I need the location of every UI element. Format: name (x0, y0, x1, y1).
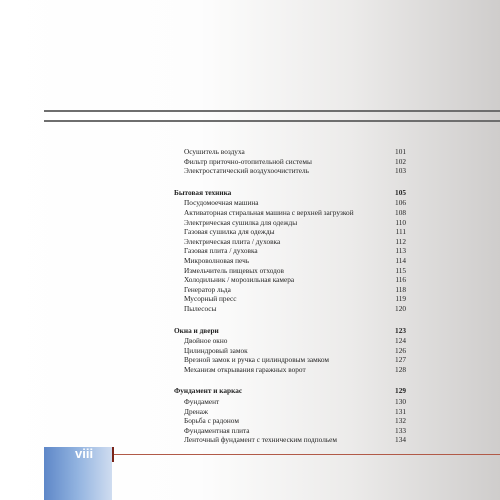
toc-entry[interactable] (174, 346, 406, 356)
toc-entry-page: 106 (395, 198, 406, 208)
toc-entry[interactable] (174, 237, 406, 247)
toc-entry[interactable] (174, 227, 406, 237)
toc-heading-title: Окна и двери (174, 325, 219, 335)
toc-entry[interactable] (174, 275, 406, 285)
toc-entry-title: Измельчитель пищевых отходов (184, 265, 284, 275)
toc-entry-page: 124 (395, 336, 406, 346)
toc-entry[interactable] (174, 435, 406, 445)
toc-entry[interactable] (174, 397, 406, 407)
toc-entry-title: Посудомоечная машина (184, 198, 259, 208)
footer-rule (114, 454, 500, 455)
toc-entry-title: Борьба с радоном (184, 416, 239, 426)
toc-entry-page: 108 (395, 207, 406, 217)
toc-entry-page: 119 (395, 294, 406, 304)
toc-entry-title: Холодильник / морозильная камера (184, 275, 295, 285)
toc-entry-page: 114 (395, 255, 406, 265)
toc-entry-page: 101 (395, 147, 406, 156)
toc-group-foundation (174, 386, 406, 445)
toc-entry-title: Осушитель воздуха (184, 147, 245, 156)
toc-entry-page: 102 (395, 156, 406, 166)
toc-entry-title: Дренаж (184, 406, 209, 416)
toc-entry-page: 115 (395, 265, 406, 275)
toc-entry-page: 111 (395, 227, 406, 237)
toc-section-heading[interactable] (174, 326, 406, 336)
toc-entry-title: Механизм открывания гаражных ворот (184, 364, 306, 374)
toc-entry-title: Электрическая сушилка для одежды (184, 217, 298, 227)
toc-entry-title: Микроволновая печь (184, 255, 250, 265)
toc-entry[interactable] (174, 157, 406, 167)
toc-heading-page: 105 (395, 187, 406, 197)
toc-heading-page: 123 (395, 325, 406, 335)
toc-entry-page: 110 (395, 217, 406, 227)
toc-heading-title: Бытовая техника (174, 187, 232, 197)
toc-entry[interactable] (174, 218, 406, 228)
toc-entry-page: 128 (395, 364, 406, 374)
toc-entry-title: Активаторная стиральная машина с верхней загрузкой (184, 207, 354, 217)
toc-entry[interactable] (174, 266, 406, 276)
toc-entry-page: 103 (395, 166, 406, 176)
toc-entry[interactable] (174, 256, 406, 266)
toc-entry-page: 118 (395, 284, 406, 294)
toc-entry-title: Фундамент (184, 397, 220, 407)
toc-entry[interactable] (174, 208, 406, 218)
toc-entry-page: 116 (395, 275, 406, 285)
toc-section-heading[interactable] (174, 386, 406, 396)
toc-entry-title: Фильтр приточно-отопительной системы (184, 156, 312, 166)
toc-entry[interactable] (174, 147, 406, 157)
toc-entry[interactable] (174, 246, 406, 256)
toc-group-windows-doors (174, 326, 406, 375)
toc-group-air (174, 147, 406, 176)
toc-entry-title: Врезной замок и ручка с цилиндровым замком (184, 355, 330, 365)
toc-entry-page: 131 (395, 406, 406, 416)
toc-entry-title: Газовая сушилка для одежды (184, 227, 275, 237)
toc-entry-page: 126 (395, 345, 406, 355)
header-double-rule (44, 110, 500, 122)
toc-heading-title: Фундамент и каркас (174, 386, 243, 396)
toc-entry[interactable] (174, 336, 406, 346)
toc-entry[interactable] (174, 426, 406, 436)
toc-entry-title: Газовая плита / духовка (184, 246, 258, 256)
toc-entry-title: Электрическая плита / духовка (184, 236, 281, 246)
toc-entry-title: Генератор льда (184, 284, 231, 294)
toc-entry-title: Двойное окно (184, 336, 228, 346)
toc-entry-page: 113 (395, 246, 406, 256)
toc-entry-page: 132 (395, 416, 406, 426)
toc-entry[interactable] (174, 166, 406, 176)
toc-entry[interactable] (174, 416, 406, 426)
toc-entry[interactable] (174, 304, 406, 314)
toc-entry-title: Фундаментная плита (184, 425, 250, 435)
toc-entry-page: 134 (395, 435, 406, 445)
toc-entry-page: 120 (395, 303, 406, 313)
table-of-contents (174, 147, 406, 457)
toc-entry[interactable] (174, 285, 406, 295)
toc-entry[interactable] (174, 407, 406, 417)
toc-heading-page: 129 (395, 386, 406, 396)
toc-entry-page: 112 (395, 236, 406, 246)
toc-entry-title: Мусорный пресс (184, 294, 237, 304)
toc-entry-title: Цилиндровый замок (184, 345, 248, 355)
toc-entry-page: 133 (395, 425, 406, 435)
toc-entry[interactable] (174, 294, 406, 304)
toc-entry-page: 127 (395, 355, 406, 365)
toc-entry[interactable] (174, 365, 406, 375)
toc-entry-title: Пылесосы (184, 303, 217, 313)
toc-entry[interactable] (174, 355, 406, 365)
toc-entry-title: Электростатический воздухоочиститель (184, 166, 309, 176)
toc-entry[interactable] (174, 198, 406, 208)
toc-entry-title: Ленточный фундамент с техническим подпольем (184, 435, 338, 445)
page-number: viii (75, 446, 94, 461)
toc-entry-page: 130 (395, 397, 406, 407)
toc-group-appliances (174, 188, 406, 314)
toc-section-heading[interactable] (174, 188, 406, 198)
